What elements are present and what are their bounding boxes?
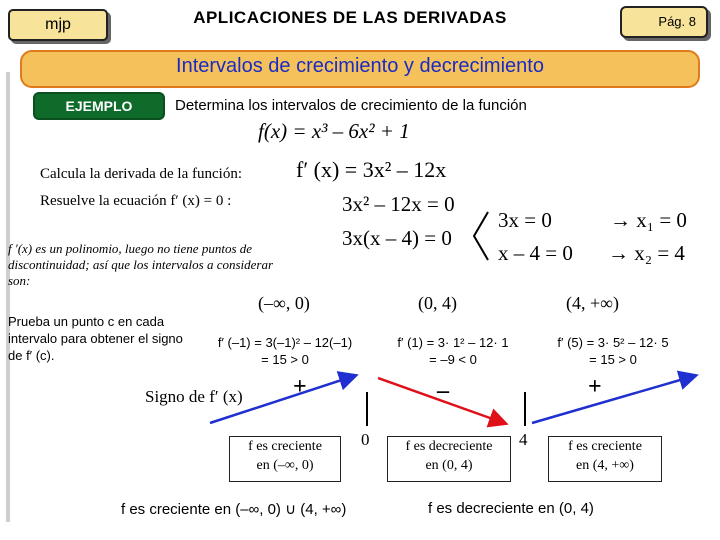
interval-2: (0, 4) [418, 293, 457, 313]
sign-interval-2: – [437, 378, 449, 404]
result-box-2 [387, 436, 511, 482]
test-evaluation-2-line2: = –9 < 0 [429, 352, 477, 367]
interval-3: (4, +∞) [566, 293, 619, 313]
critical-point-tick-0 [366, 392, 368, 426]
solution-bracket [474, 212, 488, 260]
discontinuity-note: f ′(x) es un polinomio, luego no tiene puntos de discontinuidad; así que los intervalos a considerar son: [8, 241, 274, 288]
function-expression: f(x) = x³ – 6x² + 1 [258, 119, 410, 143]
result-box-1-line1: f es creciente [248, 439, 322, 454]
page-number: Pág. 8 [658, 14, 696, 29]
solution-step-2: x – 4 = 0 [498, 241, 573, 265]
conclusion-decreasing: f es decreciente en (0, 4) [428, 500, 594, 517]
equation-label: Resuelve la ecuación f′ (x) = 0 : [40, 193, 232, 209]
derivative-label: Calcula la derivada de la función: [40, 166, 242, 182]
section-title: Intervalos de crecimiento y decrecimiento [176, 55, 544, 77]
sign-interval-1: + [293, 374, 307, 400]
test-point-note: Prueba un punto c en cada intervalo para obtener el signo de f′ (c). [8, 314, 183, 363]
critical-point-tick-4 [524, 392, 526, 426]
result-box-3-line2: en (4, +∞) [576, 458, 634, 473]
solution-step-1: 3x = 0 [498, 208, 552, 232]
critical-point-0: 0 [361, 430, 370, 449]
increasing-arrow-2 [532, 376, 694, 423]
critical-point-4: 4 [519, 430, 528, 449]
sign-label: Signo de f′ (x) [145, 387, 243, 406]
interval-1: (–∞, 0) [258, 293, 310, 313]
derivative-expression: f′ (x) = 3x² – 12x [296, 157, 447, 182]
equation-step-1: 3x² – 12x = 0 [342, 192, 455, 216]
test-evaluation-3-line2: = 15 > 0 [589, 352, 637, 367]
sign-interval-3: + [588, 374, 602, 400]
example-tag-label: EJEMPLO [65, 98, 133, 114]
result-box-2-line1: f es decreciente [405, 439, 493, 454]
test-evaluation-1-line1: f′ (–1) = 3(–1)² – 12(–1) [217, 335, 353, 350]
root-1: → x₁ = 0 [610, 208, 687, 232]
result-box-1 [229, 436, 341, 482]
result-box-3 [548, 436, 662, 482]
instruction-text: Determina los intervalos de crecimiento de la función [175, 97, 527, 114]
equation-step-2: 3x(x – 4) = 0 [342, 226, 452, 250]
result-box-2-line2: en (0, 4) [425, 458, 473, 473]
test-evaluation-3-line1: f′ (5) = 3· 5² – 12· 5 [557, 335, 669, 350]
test-evaluation-1-line2: = 15 > 0 [261, 352, 309, 367]
result-box-1-line2: en (–∞, 0) [256, 458, 314, 473]
brand-label: mjp [45, 16, 71, 33]
root-2: → x₂ = 4 [608, 241, 685, 265]
conclusion-increasing: f es creciente en (–∞, 0) ∪ (4, +∞) [121, 501, 347, 518]
test-evaluation-2-line1: f′ (1) = 3· 1² – 12· 1 [397, 335, 509, 350]
page-title: APLICACIONES DE LAS DERIVADAS [193, 8, 507, 27]
result-box-3-line1: f es creciente [568, 439, 642, 454]
